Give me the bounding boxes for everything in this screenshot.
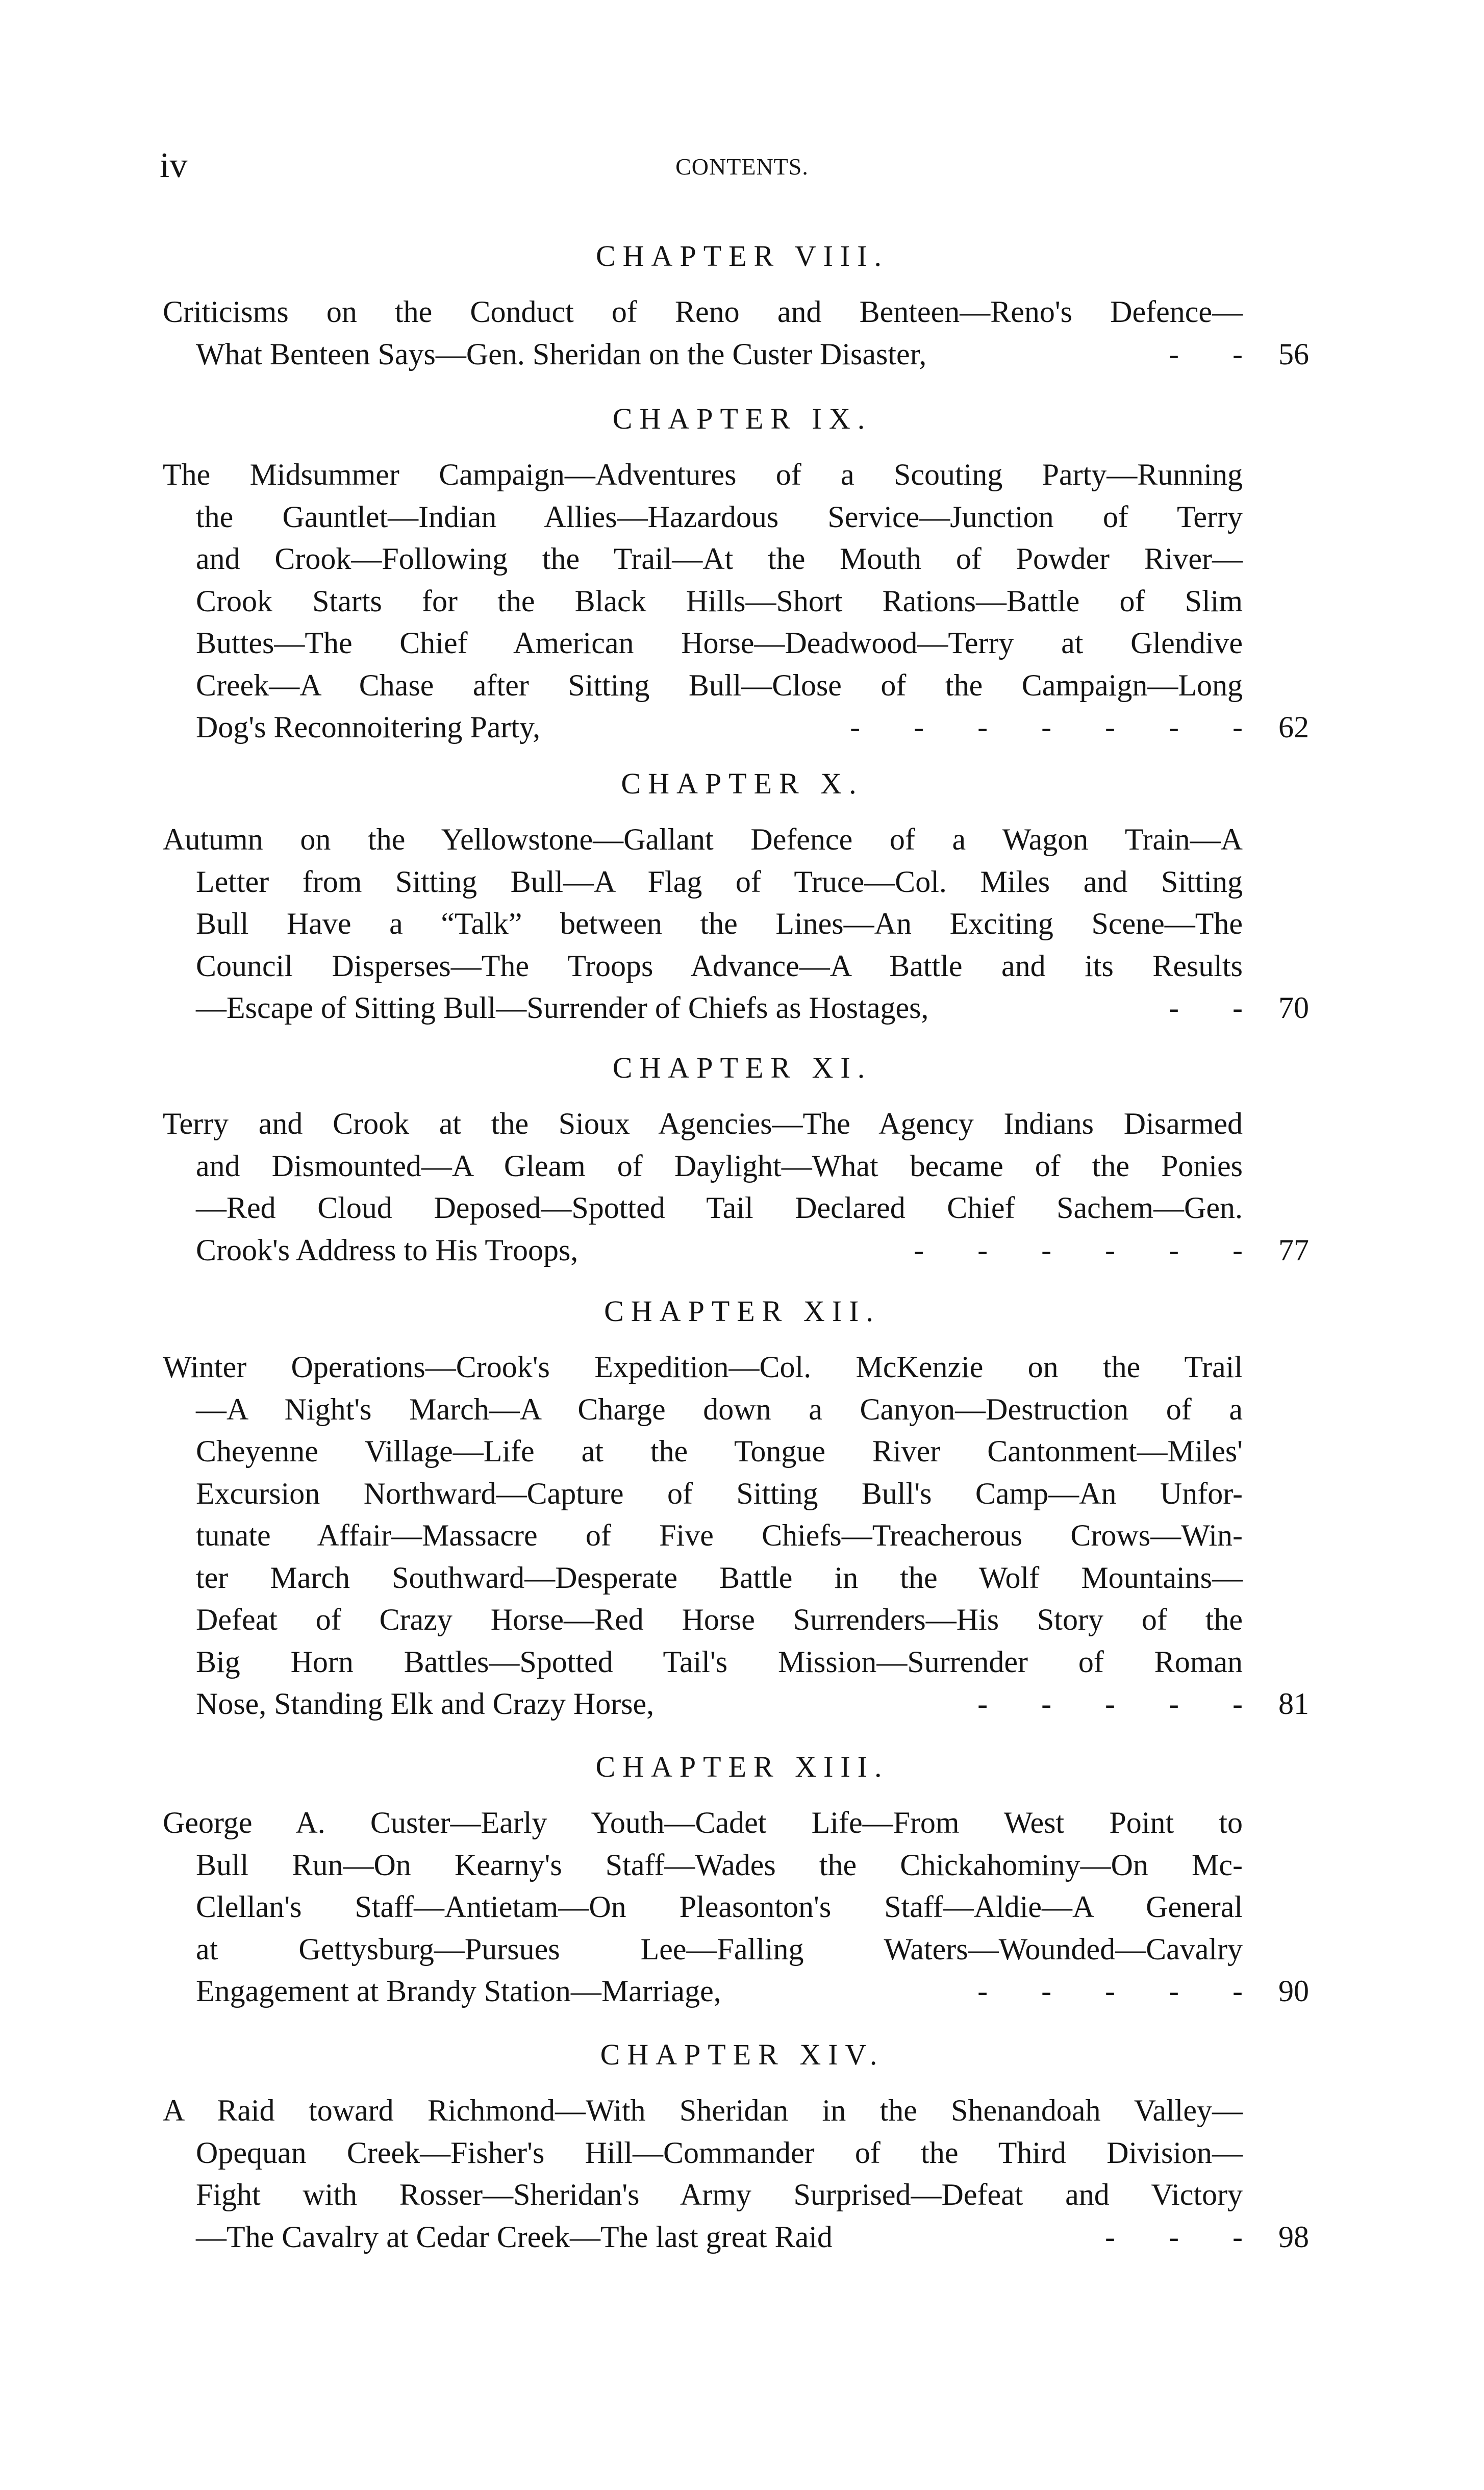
summary-line (0, 2216, 1484, 2258)
page-reference: 98 (1278, 2220, 1309, 2254)
summary-line (0, 1683, 1484, 1725)
summary-line (0, 1514, 1484, 1557)
chapter-entry (0, 763, 1484, 1029)
summary-line (0, 1103, 1484, 1145)
summary-line (0, 1599, 1484, 1641)
summary-text: —The Cavalry at Cedar Creek—The last great Raid (196, 2220, 833, 2254)
summary-line (0, 664, 1484, 707)
summary-line (0, 622, 1484, 664)
summary-line (0, 706, 1484, 749)
summary-text: Clellan's Staff—Antietam—On Pleasonton's Staff—Aldie—A General (196, 1890, 1243, 1924)
dot-leader: - - - - - - (914, 1233, 1243, 1267)
summary-text: Bull Run—On Kearny's Staff—Wades the Chickahominy—On Mc- (196, 1848, 1243, 1882)
chapter-summary (0, 2089, 1484, 2258)
summary-text: The Midsummer Campaign—Adventures of a Scouting Party—Running (163, 458, 1243, 491)
summary-text: Nose, Standing Elk and Crazy Horse, (196, 1687, 655, 1721)
summary-text: Creek—A Chase after Sitting Bull—Close of the Campaign—Long (196, 668, 1243, 702)
summary-text: Crook's Address to His Troops, (196, 1233, 578, 1267)
summary-line (0, 291, 1484, 333)
summary-text: Criticisms on the Conduct of Reno and Benteen—Reno's Defence— (163, 295, 1243, 329)
dot-leader: - - (1169, 991, 1243, 1025)
summary-line (0, 2132, 1484, 2174)
chapter-heading: CHAPTER XIII. (595, 1750, 889, 1783)
chapter-entry (0, 399, 1484, 749)
summary-text: Winter Operations—Crook's Expedition—Col. McKenzie on the Trail (163, 1350, 1243, 1384)
summary-line (0, 945, 1484, 987)
page-number: iv (160, 146, 188, 185)
summary-line (0, 1473, 1484, 1515)
summary-line (0, 1229, 1484, 1272)
chapter-heading: CHAPTER XI. (612, 1051, 872, 1084)
summary-line (0, 1886, 1484, 1928)
chapter-summary (0, 1346, 1484, 1725)
chapter-summary (0, 454, 1484, 749)
chapter-heading: CHAPTER XIV. (600, 2038, 885, 2071)
chapter-heading: CHAPTER XII. (604, 1294, 881, 1328)
summary-text: Terry and Crook at the Sioux Agencies—The Agency Indians Disarmed (163, 1107, 1243, 1140)
page-reference: 77 (1278, 1233, 1309, 1267)
summary-text: Autumn on the Yellowstone—Gallant Defence of a Wagon Train—A (163, 823, 1243, 856)
summary-text: Buttes—The Chief American Horse—Deadwood—Terry at Glendive (196, 626, 1243, 660)
chapter-entry (0, 1048, 1484, 1271)
dot-leader: - - - - - (977, 1687, 1243, 1721)
summary-line (0, 333, 1484, 376)
chapter-summary (0, 1103, 1484, 1271)
summary-text: A Raid toward Richmond—With Sheridan in the Shenandoah Valley— (163, 2094, 1243, 2127)
summary-text: and Crook—Following the Trail—At the Mouth of Powder River— (196, 542, 1243, 576)
summary-text: Dog's Reconnoitering Party, (196, 710, 541, 744)
summary-line (0, 496, 1484, 538)
summary-line (0, 1557, 1484, 1599)
chapter-entry (0, 1291, 1484, 1725)
summary-line (0, 1346, 1484, 1388)
chapter-heading: CHAPTER X. (621, 767, 864, 800)
summary-line (0, 1928, 1484, 1971)
summary-line (0, 861, 1484, 903)
summary-text: —Red Cloud Deposed—Spotted Tail Declared Chief Sachem—Gen. (196, 1191, 1243, 1225)
chapter-heading: CHAPTER IX. (612, 402, 872, 435)
summary-text: and Dismounted—A Gleam of Daylight—What became of the Ponies (196, 1149, 1243, 1183)
running-head: CONTENTS. (675, 154, 809, 180)
chapter-entry (0, 1747, 1484, 2012)
chapter-summary (0, 1802, 1484, 2012)
summary-line (0, 1802, 1484, 1844)
page-reference: 81 (1278, 1687, 1309, 1721)
summary-line (0, 1844, 1484, 1886)
page-reference: 90 (1278, 1974, 1309, 2008)
summary-line (0, 2089, 1484, 2132)
dot-leader: - - - - - - - (850, 710, 1243, 744)
summary-text: Cheyenne Village—Life at the Tongue River Cantonment—Miles' (196, 1434, 1243, 1468)
summary-line (0, 903, 1484, 945)
summary-text: What Benteen Says—Gen. Sheridan on the Custer Disaster, (196, 337, 927, 371)
summary-text: George A. Custer—Early Youth—Cadet Life—From West Point to (163, 1806, 1243, 1839)
summary-line (0, 454, 1484, 496)
page-reference: 62 (1278, 710, 1309, 744)
summary-text: —A Night's March—A Charge down a Canyon—Destruction of a (196, 1392, 1243, 1426)
dot-leader: - - (1169, 337, 1243, 371)
summary-text: Fight with Rosser—Sheridan's Army Surprised—Defeat and Victory (196, 2178, 1243, 2211)
summary-text: Defeat of Crazy Horse—Red Horse Surrenders—His Story of the (196, 1603, 1243, 1636)
dot-leader: - - - - - (977, 1974, 1243, 2008)
summary-line (0, 538, 1484, 580)
summary-text: Excursion Northward—Capture of Sitting Bull's Camp—An Unfor- (196, 1476, 1243, 1510)
chapter-entry (0, 236, 1484, 375)
summary-text: ter March Southward—Desperate Battle in the Wolf Mountains— (196, 1560, 1243, 1595)
summary-line (0, 2174, 1484, 2216)
summary-line (0, 1145, 1484, 1187)
summary-text: Big Horn Battles—Spotted Tail's Mission—Surrender of Roman (196, 1645, 1243, 1679)
summary-line (0, 987, 1484, 1029)
chapter-heading: CHAPTER VIII. (595, 239, 889, 272)
summary-line (0, 1430, 1484, 1473)
summary-line (0, 1970, 1484, 2012)
dot-leader: - - - (1105, 2220, 1243, 2254)
summary-line (0, 1388, 1484, 1431)
summary-text: the Gauntlet—Indian Allies—Hazardous Service—Junction of Terry (196, 500, 1243, 534)
page-reference: 70 (1278, 991, 1309, 1025)
chapter-entry (0, 2034, 1484, 2258)
summary-text: Engagement at Brandy Station—Marriage, (196, 1974, 721, 2008)
summary-line (0, 818, 1484, 861)
summary-text: Council Disperses—The Troops Advance—A Battle and its Results (196, 949, 1243, 983)
summary-line (0, 1187, 1484, 1229)
page-reference: 56 (1278, 337, 1309, 371)
summary-line (0, 1641, 1484, 1683)
summary-text: —Escape of Sitting Bull—Surrender of Chiefs as Hostages, (196, 991, 929, 1025)
chapter-summary (0, 818, 1484, 1029)
summary-text: tunate Affair—Massacre of Five Chiefs—Treacherous Crows—Win- (196, 1518, 1243, 1552)
chapter-summary (0, 291, 1484, 375)
summary-text: Letter from Sitting Bull—A Flag of Truce—Col. Miles and Sitting (196, 864, 1243, 899)
summary-text: Bull Have a “Talk” between the Lines—An Exciting Scene—The (196, 907, 1243, 940)
summary-text: Opequan Creek—Fisher's Hill—Commander of the Third Division— (196, 2135, 1243, 2170)
summary-text: Crook Starts for the Black Hills—Short Rations—Battle of Slim (196, 584, 1243, 618)
summary-line (0, 580, 1484, 622)
summary-text: at Gettysburg—Pursues Lee—Falling Waters—Wounded—Cavalry (196, 1932, 1243, 1966)
